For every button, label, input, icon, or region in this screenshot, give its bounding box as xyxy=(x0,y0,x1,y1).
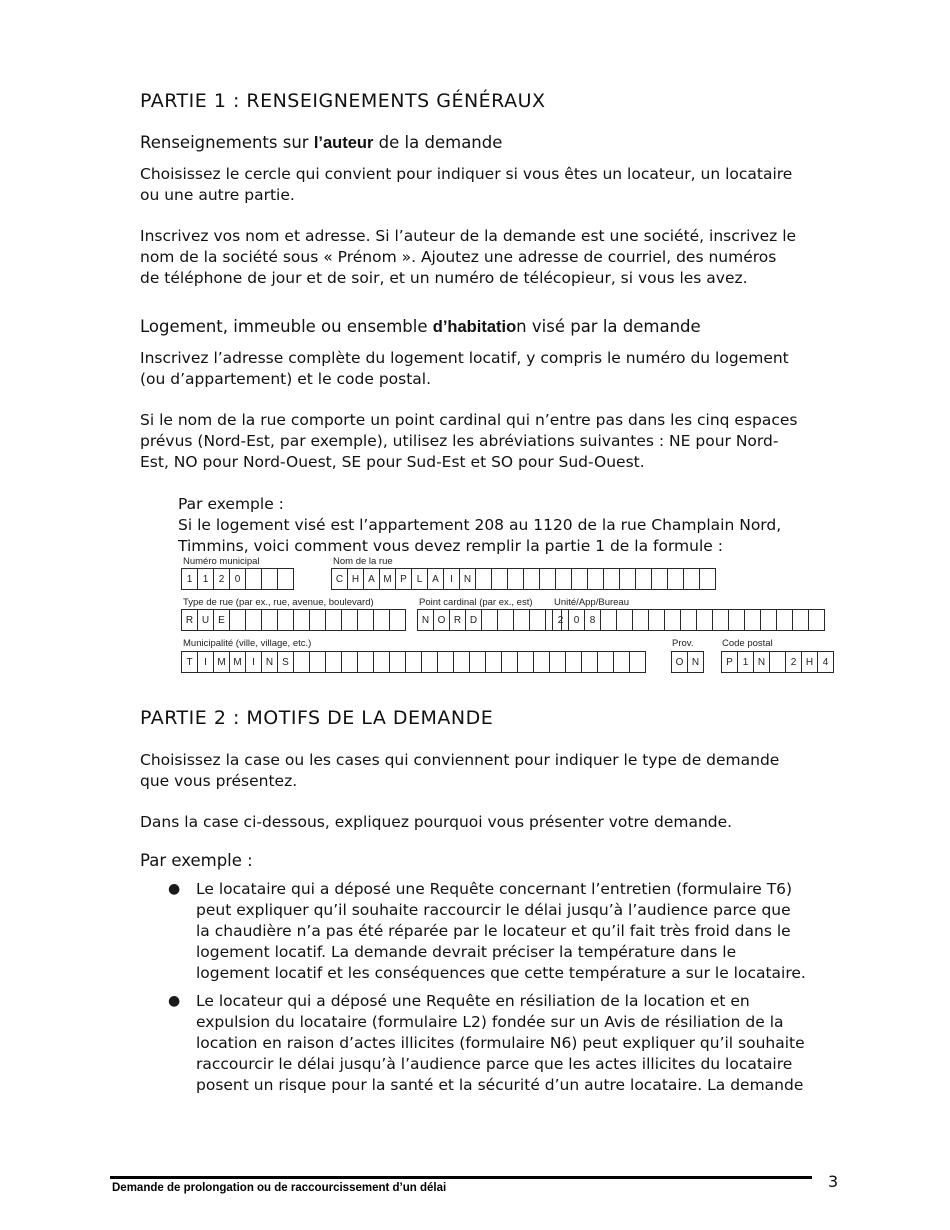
form-cell xyxy=(633,610,649,630)
form-cell: L xyxy=(412,569,428,589)
field-municipalite xyxy=(181,651,646,673)
form-cell xyxy=(668,569,684,589)
form-cell xyxy=(262,610,278,630)
label-point-cardinal: Point cardinal (par ex., est) xyxy=(419,597,533,608)
part2-example-label: Par exemple : xyxy=(140,851,253,870)
field-prov xyxy=(671,651,704,673)
form-cell xyxy=(604,569,620,589)
form-cell xyxy=(598,652,614,672)
form-cell: A xyxy=(364,569,380,589)
field-nom-rue xyxy=(331,568,716,590)
form-cell xyxy=(498,610,514,630)
part2-paragraph-choice: Choisissez la case ou les cases qui conviennent pour indiquer le type de demande que vous présentez. xyxy=(140,751,780,790)
part1-heading: PARTIE 1 : RENSEIGNEMENTS GÉNÉRAUX xyxy=(140,90,546,112)
form-cell xyxy=(454,652,470,672)
form-cell: 2 xyxy=(553,610,569,630)
form-cell: 4 xyxy=(818,652,834,672)
field-type-rue xyxy=(181,609,406,631)
form-cell: N xyxy=(688,652,704,672)
form-cell xyxy=(358,610,374,630)
form-cell xyxy=(374,610,390,630)
form-cell: N xyxy=(754,652,770,672)
form-cell xyxy=(390,652,406,672)
form-cell: I xyxy=(246,652,262,672)
form-cell: O xyxy=(434,610,450,630)
form-cell: 8 xyxy=(585,610,601,630)
form-cell xyxy=(729,610,745,630)
part2-heading: PARTIE 2 : MOTIFS DE LA DEMANDE xyxy=(140,707,494,729)
form-cell xyxy=(601,610,617,630)
form-cell: N xyxy=(460,569,476,589)
footer-title: Demande de prolongation ou de raccourcissement d’un délai xyxy=(112,1182,447,1194)
part1-paragraph-cardinal: Si le nom de la rue comporte un point cardinal qui n’entre pas dans les cinq espaces prévus (Nord-Est, par exemple), utilisez les abréviations suivantes : NE pour Nord- Est, NO pour Nord-Ouest, SE pour Sud-Est et SO pour Sud-Ouest. xyxy=(140,411,798,471)
form-cell: I xyxy=(444,569,460,589)
field-code-postal xyxy=(721,651,834,673)
label-code-postal: Code postal xyxy=(722,638,773,649)
footer-rule xyxy=(110,1176,812,1179)
form-cell xyxy=(326,610,342,630)
form-cell xyxy=(777,610,793,630)
form-cell: 2 xyxy=(214,569,230,589)
form-cell: 1 xyxy=(738,652,754,672)
form-cell: U xyxy=(198,610,214,630)
form-cell xyxy=(582,652,598,672)
form-cell xyxy=(358,652,374,672)
form-cell xyxy=(665,610,681,630)
form-cell xyxy=(262,569,278,589)
form-cell xyxy=(614,652,630,672)
form-cell xyxy=(438,652,454,672)
form-cell xyxy=(809,610,825,630)
form-cell xyxy=(514,610,530,630)
label-type-rue: Type de rue (par ex., rue, avenue, boulevard) xyxy=(183,597,374,608)
form-cell: N xyxy=(418,610,434,630)
part1-paragraph-choice: Choisissez le cercle qui convient pour indiquer si vous êtes un locateur, un locataire ou une autre partie. xyxy=(140,165,793,204)
form-cell xyxy=(294,652,310,672)
form-cell: D xyxy=(466,610,482,630)
form-cell xyxy=(793,610,809,630)
form-cell xyxy=(566,652,582,672)
form-cell xyxy=(246,569,262,589)
form-cell: O xyxy=(672,652,688,672)
label-municipalite: Municipalité (ville, village, etc.) xyxy=(183,638,312,649)
form-cell xyxy=(502,652,518,672)
form-cell: H xyxy=(348,569,364,589)
page-number: 3 xyxy=(828,1172,839,1191)
form-cell xyxy=(636,569,652,589)
bullet-icon: ● xyxy=(168,993,181,1009)
part1-subheading-logement: Logement, immeuble ou ensemble d’habitation visé par la demande xyxy=(140,317,701,336)
form-cell xyxy=(713,610,729,630)
field-numero-municipal xyxy=(181,568,294,590)
form-cell xyxy=(697,610,713,630)
form-cell xyxy=(374,652,390,672)
form-cell xyxy=(620,569,636,589)
label-numero-municipal: Numéro municipal xyxy=(183,556,260,567)
form-cell xyxy=(310,610,326,630)
form-cell: 1 xyxy=(198,569,214,589)
form-cell xyxy=(470,652,486,672)
part1-paragraph-address: Inscrivez l’adresse complète du logement locatif, y compris le numéro du logement (ou d’appartement) et le code postal. xyxy=(140,349,789,388)
part1-subheading-auteur: Renseignements sur l’auteur de la demande xyxy=(140,133,503,152)
form-cell xyxy=(230,610,246,630)
form-cell: M xyxy=(214,652,230,672)
label-nom-rue: Nom de la rue xyxy=(333,556,393,567)
form-cell: R xyxy=(450,610,466,630)
form-cell: I xyxy=(198,652,214,672)
form-cell xyxy=(630,652,646,672)
form-cell xyxy=(492,569,508,589)
form-cell xyxy=(294,610,310,630)
form-cell xyxy=(390,610,406,630)
form-cell xyxy=(342,652,358,672)
form-cell xyxy=(326,652,342,672)
form-cell xyxy=(534,652,550,672)
form-cell: P xyxy=(396,569,412,589)
form-cell: E xyxy=(214,610,230,630)
form-cell xyxy=(406,652,422,672)
form-cell xyxy=(652,569,668,589)
form-cell: 1 xyxy=(182,569,198,589)
form-cell: S xyxy=(278,652,294,672)
part1-example: Par exemple : Si le logement visé est l’appartement 208 au 1120 de la rue Champlain Nord, Timmins, voici comment vous devez remplir la partie 1 de la formule : xyxy=(178,495,782,555)
part2-paragraph-explain: Dans la case ci-dessous, expliquez pourquoi vous présenter votre demande. xyxy=(140,813,733,831)
form-cell: 2 xyxy=(786,652,802,672)
form-cell xyxy=(761,610,777,630)
form-cell xyxy=(588,569,604,589)
form-cell: H xyxy=(802,652,818,672)
form-cell xyxy=(476,569,492,589)
form-cell: C xyxy=(332,569,348,589)
part1-paragraph-name-address: Inscrivez vos nom et adresse. Si l’auteur de la demande est une société, inscrivez le nom de la société sous « Prénom ». Ajoutez une adresse de courriel, des numéros de téléphone de jour et de soir, et un numéro de télécopieur, si vous les avez. xyxy=(140,227,797,287)
form-cell xyxy=(550,652,566,672)
form-cell xyxy=(745,610,761,630)
form-cell xyxy=(278,569,294,589)
field-unite xyxy=(552,609,825,631)
form-cell xyxy=(556,569,572,589)
form-cell xyxy=(617,610,633,630)
form-cell xyxy=(681,610,697,630)
bullet-icon: ● xyxy=(168,881,181,897)
form-cell xyxy=(770,652,786,672)
form-cell xyxy=(684,569,700,589)
form-cell xyxy=(486,652,502,672)
form-cell xyxy=(482,610,498,630)
form-cell xyxy=(278,610,294,630)
form-cell: 0 xyxy=(230,569,246,589)
form-cell: T xyxy=(182,652,198,672)
form-cell: N xyxy=(262,652,278,672)
form-cell xyxy=(310,652,326,672)
form-cell xyxy=(518,652,534,672)
form-cell xyxy=(508,569,524,589)
form-cell: M xyxy=(380,569,396,589)
form-cell xyxy=(422,652,438,672)
label-prov: Prov. xyxy=(672,638,694,649)
form-cell xyxy=(540,569,556,589)
label-unite: Unité/App/Bureau xyxy=(554,597,629,608)
form-cell: M xyxy=(230,652,246,672)
form-cell xyxy=(342,610,358,630)
form-cell: R xyxy=(182,610,198,630)
form-cell: A xyxy=(428,569,444,589)
form-cell xyxy=(524,569,540,589)
form-cell: 0 xyxy=(569,610,585,630)
form-cell xyxy=(700,569,716,589)
form-cell: P xyxy=(722,652,738,672)
field-point-cardinal xyxy=(417,609,562,631)
form-cell xyxy=(530,610,546,630)
form-cell xyxy=(246,610,262,630)
form-cell xyxy=(649,610,665,630)
form-cell xyxy=(572,569,588,589)
